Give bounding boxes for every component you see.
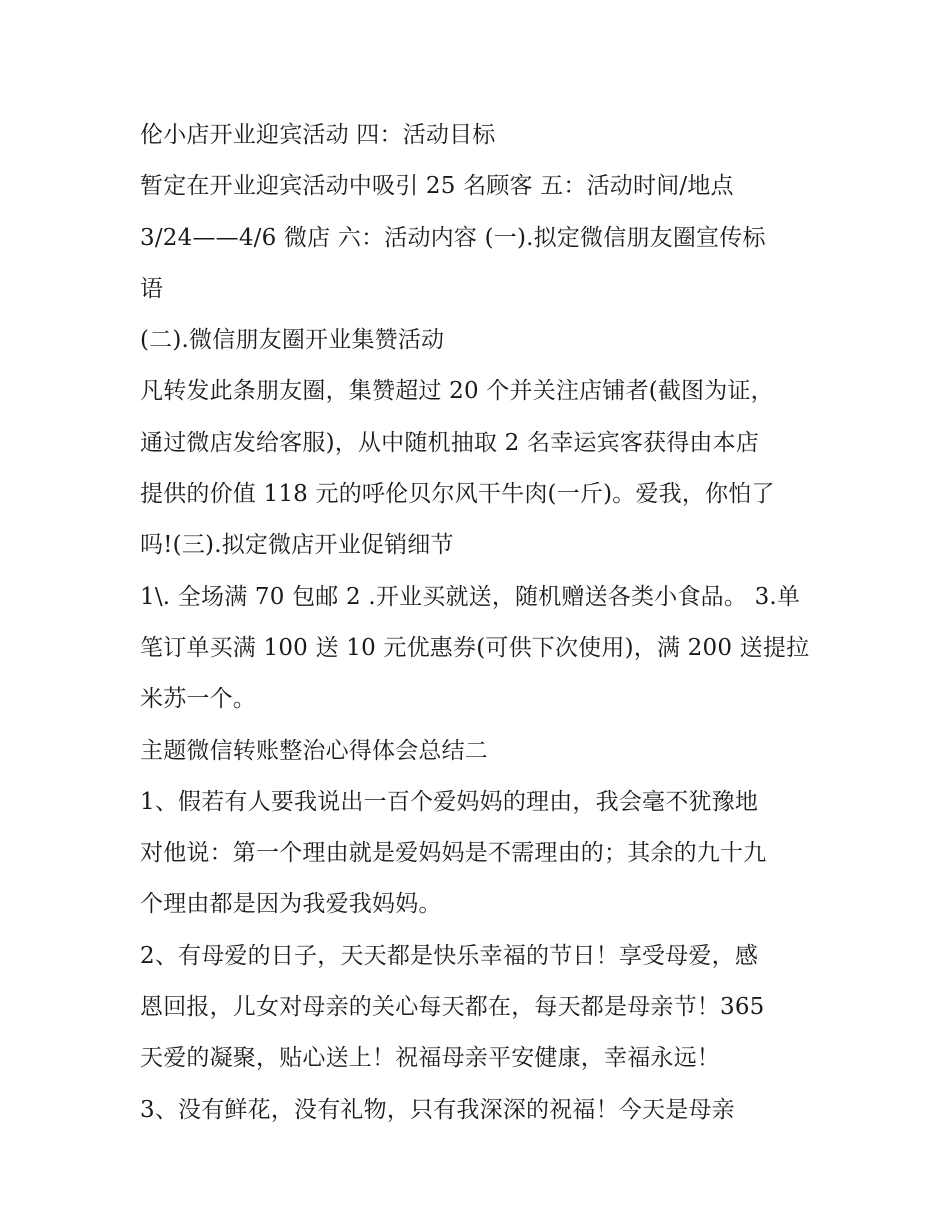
text-line: 笔订单买满 100 送 10 元优惠券(可供下次使用)，满 200 送提拉	[140, 634, 810, 661]
text-line: 对他说：第一个理由就是爱妈妈是不需理由的；其余的九十九	[140, 840, 767, 867]
text-line: 吗!(三).拟定微店开业促销细节	[140, 532, 454, 559]
text-line: 3、没有鲜花，没有礼物，只有我深深的祝福！今天是母亲	[140, 1096, 735, 1123]
text-line: 提供的价值 118 元的呼伦贝尔风干牛肉(一斤)。爱我，你怕了	[140, 481, 775, 508]
text-line: 3/24——4/6 微店 六：活动内容 (一).拟定微信朋友圈宣传标	[140, 224, 766, 251]
text-line: 米苏一个。	[140, 686, 256, 713]
text-line: 凡转发此条朋友圈，集赞超过 20 个并关注店铺者(截图为证，	[140, 378, 774, 405]
text-line: 暂定在开业迎宾活动中吸引 25 名顾客 五：活动时间/地点	[140, 173, 734, 200]
text-line: 个理由都是因为我爱我妈妈。	[140, 891, 442, 918]
text-line: 天爱的凝聚，贴心送上！祝福母亲平安健康，幸福永远！	[140, 1045, 720, 1072]
text-line: 伦小店开业迎宾活动 四：活动目标	[140, 122, 496, 148]
text-line: 通过微店发给客服)，从中随机抽取 2 名幸运宾客获得由本店	[140, 429, 760, 456]
text-line: 1\. 全场满 70 包邮 2 .开业买就送，随机赠送各类小食品。 3.单	[140, 583, 801, 610]
text-line: 2、有母爱的日子，天天都是快乐幸福的节日！享受母爱，感	[140, 942, 759, 969]
text-line: 语	[140, 275, 164, 302]
text-line: (二).微信朋友圈开业集赞活动	[140, 327, 445, 354]
text-line: 恩回报，儿女对母亲的关心每天都在，每天都是母亲节！365	[140, 994, 765, 1021]
text-line: 主题微信转账整治心得体会总结二	[140, 737, 488, 764]
document-body	[140, 110, 820, 1136]
text-line: 1、假若有人要我说出一百个爱妈妈的理由，我会毫不犹豫地	[140, 788, 759, 815]
